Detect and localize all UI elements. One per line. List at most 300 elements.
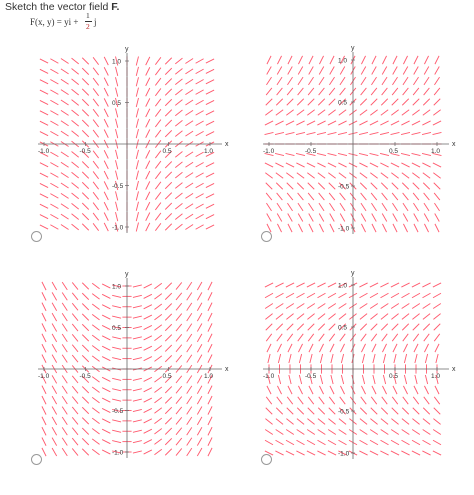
vector-arrow: [359, 121, 367, 125]
vector-arrow: [339, 419, 346, 425]
vector-arrow: [154, 345, 161, 351]
vector-arrow: [206, 90, 214, 94]
vector-arrow: [206, 111, 214, 115]
vector-arrow: [372, 214, 377, 222]
vector-arrow: [308, 77, 313, 85]
vector-arrow: [433, 451, 441, 455]
vector-arrow: [165, 213, 172, 220]
vector-arrow: [42, 427, 46, 435]
vector-arrow: [288, 67, 293, 75]
vector-arrow: [298, 56, 302, 64]
vector-arrow: [339, 314, 346, 320]
vector-arrow: [370, 163, 378, 167]
vector-arrow: [393, 386, 397, 394]
vector-arrow: [266, 334, 272, 341]
vector-arrow: [187, 355, 192, 363]
vector-arrow: [116, 191, 118, 200]
vector-arrow: [104, 57, 108, 65]
vector-arrow: [136, 108, 138, 117]
vector-arrow: [52, 427, 57, 435]
vector-arrow: [338, 153, 347, 155]
vector-arrow: [391, 419, 398, 425]
vector-arrow: [308, 88, 314, 95]
vector-arrow: [42, 448, 46, 456]
vector-arrow: [197, 303, 202, 311]
vector-arrow: [309, 56, 313, 64]
vector-arrow: [40, 121, 48, 125]
vector-arrow: [112, 389, 121, 391]
vector-arrow: [267, 386, 271, 394]
vector-arrow: [197, 427, 202, 435]
vector-arrow: [92, 345, 99, 351]
vector-arrow: [286, 303, 294, 308]
vector-arrow: [40, 225, 48, 229]
vector-arrow: [382, 203, 387, 211]
vector-arrow: [265, 110, 272, 116]
x-tick-label: 0.5: [389, 148, 399, 155]
vector-arrow: [391, 429, 399, 434]
vector-arrow: [61, 131, 69, 136]
vector-arrow: [381, 183, 388, 190]
vector-arrow: [175, 172, 182, 178]
vector-arrow: [276, 293, 284, 298]
vector-arrow: [435, 67, 440, 75]
vector-arrow: [197, 386, 202, 394]
vector-arrow: [265, 132, 274, 134]
x-tick-label: -0.5: [79, 148, 91, 155]
vector-arrow: [116, 77, 118, 86]
vector-arrow: [175, 152, 182, 158]
vector-arrow: [206, 215, 214, 219]
vector-arrow: [175, 193, 182, 199]
vector-arrow: [381, 429, 389, 434]
vector-arrow: [197, 324, 202, 332]
vector-arrow: [392, 77, 397, 85]
vector-arrow: [412, 440, 420, 445]
vector-arrow: [72, 79, 79, 85]
vector-arrow: [116, 202, 118, 211]
vector-arrow: [299, 354, 301, 363]
vector-arrow: [308, 203, 313, 211]
vector-arrow: [423, 314, 430, 320]
vector-arrow: [340, 67, 345, 75]
vector-arrow: [392, 334, 398, 341]
vector-arrow: [340, 77, 345, 85]
vector-arrow: [422, 283, 430, 287]
vector-arrow: [328, 121, 336, 125]
vector-arrow: [165, 89, 172, 96]
vector-arrow: [286, 440, 294, 445]
vector-arrow: [423, 429, 431, 434]
vector-arrow: [413, 193, 419, 200]
x-tick-label: -0.5: [305, 373, 317, 380]
vector-arrow: [328, 132, 337, 134]
vector-arrow: [339, 110, 346, 116]
vector-arrow: [393, 56, 397, 64]
vector-arrow: [176, 397, 182, 404]
vector-arrow: [176, 438, 182, 445]
vector-arrow: [165, 418, 172, 425]
vector-arrow: [165, 324, 172, 331]
vector-arrow: [339, 303, 347, 308]
vector-arrow: [116, 171, 118, 180]
vector-arrow: [175, 162, 182, 168]
vector-arrow: [276, 408, 283, 415]
vector-arrow: [72, 172, 79, 178]
vector-arrow: [404, 375, 406, 384]
vector-arrow: [286, 163, 294, 167]
vector-arrow: [371, 408, 378, 415]
vector-arrow: [329, 77, 334, 85]
vector-arrow: [82, 303, 89, 310]
vector-arrow: [329, 88, 335, 95]
vector-arrow: [391, 283, 399, 287]
vector-arrow: [381, 408, 388, 415]
vector-arrow: [42, 406, 46, 414]
vector-arrow: [196, 111, 204, 116]
vector-arrow: [82, 449, 89, 456]
vector-arrow: [196, 225, 204, 230]
vector-arrow: [136, 129, 138, 138]
vector-arrow: [52, 407, 57, 415]
vector-arrow: [435, 214, 440, 222]
vector-arrow: [50, 152, 58, 157]
vector-arrow: [50, 194, 58, 199]
vector-arrow: [299, 375, 301, 384]
vector-arrow: [206, 69, 214, 73]
y-tick-label: -1.0: [112, 224, 124, 232]
vector-arrow: [296, 153, 305, 155]
vector-arrow: [319, 386, 323, 394]
vector-arrow: [175, 79, 182, 85]
vector-arrow: [319, 397, 325, 404]
vector-arrow: [102, 429, 110, 433]
vector-arrow: [187, 313, 192, 321]
vector-arrow: [187, 293, 192, 301]
vector-arrow: [154, 449, 161, 455]
vector-arrow: [165, 345, 172, 352]
y-tick-label: -0.5: [338, 408, 350, 416]
vector-arrow: [433, 440, 441, 445]
vector-arrow: [297, 293, 305, 298]
vector-arrow: [318, 303, 326, 308]
vector-arrow: [317, 121, 325, 125]
vector-arrow: [154, 356, 161, 362]
vector-arrow: [361, 203, 366, 211]
vector-arrow: [72, 386, 78, 393]
vector-arrow: [391, 132, 400, 134]
vector-arrow: [154, 387, 161, 393]
vector-arrow: [277, 214, 282, 222]
x-tick-label: 1.0: [204, 373, 214, 380]
vector-arrow: [102, 315, 110, 319]
y-tick-label: 0.5: [112, 100, 122, 107]
vector-arrow: [155, 88, 161, 95]
vector-arrow: [92, 408, 99, 414]
vector-arrow: [165, 438, 172, 445]
vector-arrow: [412, 110, 419, 116]
vector-arrow: [72, 152, 79, 158]
vector-arrow: [434, 397, 440, 404]
y-tick-label: -0.5: [338, 183, 350, 191]
vector-arrow: [185, 69, 193, 74]
vector-arrow: [433, 419, 440, 425]
vector-arrow: [296, 121, 304, 125]
vector-arrow: [104, 119, 108, 127]
vector-arrow: [382, 397, 388, 404]
vector-arrow: [104, 202, 108, 210]
vector-arrow: [187, 407, 192, 415]
vector-arrow: [112, 347, 121, 349]
vector-arrow: [287, 397, 293, 404]
vector-arrow: [154, 397, 161, 403]
vector-arrow: [434, 99, 441, 106]
vector-arrow: [289, 375, 291, 384]
vector-arrow: [197, 355, 202, 363]
vector-arrow: [82, 130, 89, 137]
vector-arrow: [401, 451, 409, 455]
vector-arrow: [187, 448, 192, 456]
x-tick-label: -1.0: [263, 148, 275, 155]
y-tick-label: 1.0: [338, 282, 348, 290]
vector-arrow: [206, 132, 214, 136]
vector-arrow: [93, 213, 99, 220]
vector-arrow: [185, 224, 193, 229]
vector-arrow: [391, 451, 399, 455]
formula-suffix: j: [94, 17, 97, 27]
vector-arrow: [136, 171, 138, 180]
x-tick-label: 0.5: [162, 148, 172, 155]
vector-arrow: [425, 375, 427, 384]
vector-arrow: [116, 212, 118, 221]
vector-arrow: [72, 282, 78, 289]
vector-arrow: [154, 408, 161, 414]
vector-arrow: [391, 293, 399, 298]
vector-arrow: [61, 214, 69, 219]
vector-arrow: [208, 396, 212, 404]
vector-arrow: [196, 204, 204, 209]
vector-arrow: [50, 173, 58, 178]
vector-arrow: [425, 354, 427, 363]
vector-arrow: [72, 417, 78, 424]
vector-arrow: [412, 314, 419, 320]
vector-arrow: [361, 77, 366, 85]
vector-arrow: [403, 193, 409, 200]
vector-arrow: [208, 313, 212, 321]
vector-arrow: [382, 386, 386, 394]
vector-arrow: [187, 396, 192, 404]
vector-arrow: [340, 344, 344, 352]
vector-arrow: [144, 429, 152, 433]
vector-arrow: [165, 161, 172, 168]
vector-arrow: [392, 99, 399, 106]
vector-arrow: [155, 68, 161, 75]
vector-arrow: [414, 67, 419, 75]
vector-arrow: [339, 173, 346, 179]
vector-arrow: [146, 223, 150, 231]
y-tick-label: 0.5: [112, 325, 122, 332]
vector-arrow: [371, 99, 378, 106]
option-d-radio[interactable]: [261, 454, 272, 465]
vector-arrow: [422, 451, 430, 455]
vector-arrow: [146, 98, 150, 106]
vector-arrow: [196, 90, 204, 95]
vector-arrow: [112, 306, 121, 308]
x-axis-label: x: [225, 141, 229, 148]
vector-arrow: [93, 192, 99, 199]
vector-arrow: [146, 67, 150, 75]
vector-arrow: [412, 153, 421, 155]
vector-arrow: [340, 193, 346, 200]
vector-arrow: [176, 355, 182, 362]
vector-arrow: [133, 451, 142, 453]
vector-arrow: [82, 68, 89, 75]
vector-arrow: [185, 214, 193, 219]
vector-arrow: [265, 121, 273, 125]
vector-arrow: [72, 120, 79, 126]
vector-arrow: [52, 282, 57, 290]
vector-arrow: [155, 213, 161, 220]
vector-arrow: [208, 323, 212, 331]
vector-arrow: [307, 132, 316, 134]
vector-arrow: [185, 79, 193, 84]
vector-arrow: [144, 450, 152, 454]
vector-arrow: [133, 358, 142, 360]
vector-arrow: [175, 224, 182, 230]
vector-arrow: [383, 354, 385, 363]
y-axis-label: y: [125, 271, 129, 278]
vector-arrow: [175, 131, 182, 137]
vector-arrow: [104, 109, 108, 117]
vector-arrow: [197, 282, 202, 290]
vector-arrow: [392, 88, 398, 95]
vector-arrow: [62, 407, 67, 415]
vector-arrow: [165, 99, 172, 106]
vector-arrow: [82, 193, 89, 200]
vector-arrow: [92, 397, 99, 403]
vector-arrow: [155, 120, 161, 127]
vector-arrow: [82, 355, 89, 362]
vector-arrow: [93, 109, 99, 116]
vector-arrow: [434, 77, 439, 85]
option-b-radio[interactable]: [261, 231, 272, 242]
vector-arrow: [382, 193, 388, 200]
vector-arrow: [412, 429, 420, 434]
option-c-radio[interactable]: [31, 454, 42, 465]
vector-arrow: [380, 153, 389, 155]
vector-arrow: [286, 132, 295, 134]
vector-arrow: [329, 397, 335, 404]
vector-arrow: [62, 313, 67, 321]
vector-arrow: [276, 183, 283, 190]
vector-arrow: [165, 314, 172, 321]
vector-arrow: [392, 193, 398, 200]
vector-arrow: [144, 377, 152, 381]
vector-arrow: [298, 397, 304, 404]
vector-arrow: [72, 334, 78, 341]
vector-arrow: [391, 163, 399, 167]
vector-arrow: [275, 283, 283, 287]
vector-arrow: [208, 292, 212, 300]
vector-arrow: [266, 183, 273, 190]
vector-arrow: [391, 440, 399, 445]
vector-arrow: [61, 224, 69, 229]
vector-arrow: [144, 419, 152, 423]
vector-arrow: [175, 120, 182, 126]
vector-arrow: [62, 344, 67, 352]
vector-arrow: [62, 448, 67, 456]
vector-arrow: [61, 58, 69, 63]
vector-arrow: [42, 334, 46, 342]
vector-arrow: [197, 396, 202, 404]
vector-arrow: [277, 334, 283, 341]
vector-arrow: [307, 110, 314, 116]
vector-arrow: [144, 315, 152, 319]
vector-arrow: [42, 396, 46, 404]
vector-arrow: [340, 386, 344, 394]
vector-arrow: [361, 334, 367, 341]
vector-arrow: [40, 204, 48, 208]
vector-arrow: [265, 283, 273, 287]
vector-arrow: [175, 203, 182, 209]
vector-arrow: [424, 193, 430, 200]
vector-arrow: [136, 67, 138, 76]
vector-arrow: [329, 193, 335, 200]
y-tick-label: -1.0: [338, 225, 350, 233]
vector-arrow: [296, 163, 304, 167]
vector-arrow: [412, 121, 420, 125]
vector-arrow: [267, 214, 272, 222]
vector-arrow: [297, 324, 304, 331]
vector-arrow: [52, 334, 57, 342]
vector-arrow: [72, 407, 78, 414]
x-axis-label: x: [225, 366, 229, 373]
vector-arrow: [413, 183, 420, 190]
vector-arrow: [359, 163, 367, 167]
vector-arrow: [277, 203, 282, 211]
vector-arrow: [402, 110, 409, 116]
option-a-radio[interactable]: [31, 231, 42, 242]
vector-arrow: [372, 344, 376, 352]
vector-arrow: [196, 214, 204, 219]
vector-arrow: [403, 334, 409, 341]
vector-arrow: [423, 440, 431, 445]
vector-arrow: [422, 132, 431, 134]
vector-arrow: [360, 314, 367, 320]
vector-arrow: [154, 439, 161, 445]
vector-arrow: [136, 191, 138, 200]
vector-arrow: [371, 193, 377, 200]
vector-arrow: [319, 77, 324, 85]
vector-arrow: [93, 182, 99, 189]
vector-arrow: [266, 324, 273, 331]
vector-arrow: [50, 79, 58, 84]
vector-arrow: [382, 88, 388, 95]
vector-arrow: [50, 121, 58, 126]
vector-arrow: [266, 397, 272, 404]
vector-arrow: [435, 224, 439, 232]
vector-arrow: [401, 153, 410, 155]
vector-arrow: [208, 427, 212, 435]
instruction-bold: F.: [111, 1, 120, 13]
vector-arrow: [412, 451, 420, 455]
vector-arrow: [146, 150, 150, 158]
vector-arrow: [371, 324, 378, 331]
vector-arrow: [267, 344, 271, 352]
vector-arrow: [208, 386, 212, 394]
vector-arrow: [414, 224, 418, 232]
vector-arrow: [402, 183, 409, 190]
